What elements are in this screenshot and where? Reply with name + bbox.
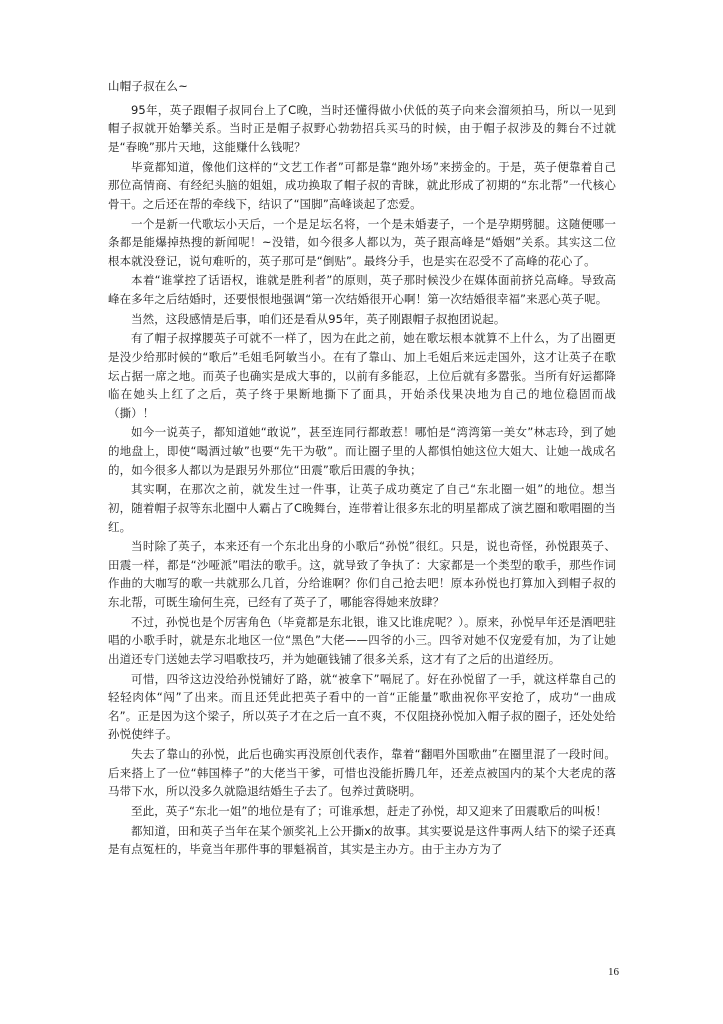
paragraph: 可惜，四爷这边没给孙悦铺好了路，就“被拿下”嗝屁了。好在孙悦留了一手，就这样靠自己的轻轻肉体“闯”了出来。而且还凭此把英子看中的一首“正能量”歌曲祝你平安抢了，成功“一曲成名”。正是因为这个梁子，所以英子才在之后一直不爽，不仅阻挠孙悦加入帽子叔的圈子，还处处给孙悦使绊子。 xyxy=(108,671,616,742)
paragraph: 95年，英子跟帽子叔同台上了C晚，当时还懂得做小伏低的英子向来会溜须拍马，所以一见到帽子叔就开始攀关系。当时正是帽子叔野心勃勃招兵买马的时候，由于帽子叔涉及的舞台不过就是“春晚”那片天地，这能赚什么钱呢？ xyxy=(108,102,616,155)
paragraph: 其实啊，在那次之前，就发生过一件事，让英子成功奠定了自己“东北圈一姐”的地位。想当初，随着帽子叔等东北圈中人霸占了C晚舞台，连带着让很多东北的明星都成了演艺圈和歌唱圈的当红。 xyxy=(108,482,616,534)
paragraph: 都知道，田和英子当年在某个颁奖礼上公开撕x的故事。其实要说是这件事两人结下的梁子还真是有点冤枉的，毕竟当年那件事的罪魁祸首，其实是主办方。由于主办方为了 xyxy=(108,823,616,857)
paragraph: 本着“谁掌控了话语权，谁就是胜利者”的原则，英子那时候没少在媒体面前挤兑高峰。导致高峰在多年之后结婚时，还要恨恨地强调“第一次结婚很开心啊！第一次结婚很幸福”来恶心英子呢。 xyxy=(108,273,616,307)
paragraph: 毕竟都知道，像他们这样的“文艺工作者”可都是靠“跑外场”来捞金的。于是，英子便靠着自己那位高情商、有经纪头脑的姐姐，成功换取了帽子叔的青睐，就此形成了初期的“东北帮”一代核心骨干。之后还在帮的牵线下，结识了“国脚”高峰谈起了恋爱。 xyxy=(108,159,616,211)
paragraph: 如今一说英子，都知道她“敢说”，甚至连同行都敢惹！哪怕是“湾湾第一美女”林志玲，到了她的地盘上，即使“喝酒过敏”也要“先干为敬”。而让圈子里的人都惧怕她这位大姐大、让她一战成名的，如今很多人都以为是跟另外那位“田震”歌后田震的争执； xyxy=(108,425,616,477)
paragraph: 失去了靠山的孙悦，此后也确实再没原创代表作，靠着“翻唱外国歌曲”在圈里混了一段时间。后来搭上了一位“韩国棒子”的大佬当干爹，可惜也没能折腾几年，还差点被国内的某个大老虎的落马带下水，所以没多久就隐退结婚生子去了。包养过黄晓明。 xyxy=(108,747,616,799)
paragraph: 当然，这段感情是后事，咱们还是看从95年，英子刚跟帽子叔抱团说起。 xyxy=(131,311,506,326)
document-title: 山帽子叔在么~ xyxy=(108,79,189,93)
paragraph: 有了帽子叔撑腰英子可就不一样了，因为在此之前，她在歌坛根本就算不上什么，为了出圈更是没少给那时候的“歌后”毛姐毛阿敏当小。在有了靠山、加上毛姐后来远走国外，这才让英子在歌坛占据一席之地。而英子也确实是成大事的，以前有多能忍，上位后就有多嚣张。当所有好运都降临在她头上红了之后，英子终于果断地撕下了面具，开始杀伐果决地为自己的地位稳固而战（撕）！ xyxy=(108,331,616,420)
page-number: 16 xyxy=(608,966,619,978)
paragraph: 一个是新一代歌坛小天后，一个是足坛名将，一个是未婚妻子，一个是孕期劈腿。这随便哪一条都是能爆掉热搜的新闻呢！~没错，如今很多人都以为，英子跟高峰是“婚姻”关系。其实这二位根本就没登记，说句难听的，英子那可是“倒贴”。最终分手，也是实在忍受不了高峰的花心了。 xyxy=(108,216,616,268)
document-body xyxy=(108,78,616,860)
paragraph: 不过，孙悦也是个厉害角色（毕竟都是东北银，谁又比谁虎呢？）。原来，孙悦早年还是酒吧驻唱的小歌手时，就是东北地区一位“黑色”大佬——四爷的小三。四爷对她不仅宠爱有加，为了让她出道还专门送她去学习唱歌技巧，并为她砸钱铺了很多关系，这才有了之后的出道经历。 xyxy=(108,614,616,666)
paragraph: 至此，英子“东北一姐”的地位是有了；可谁承想，赶走了孙悦，却又迎来了田震歌后的叫板！ xyxy=(131,803,608,818)
paragraph: 当时除了英子，本来还有一个东北出身的小歌后“孙悦”很红。只是，说也奇怪，孙悦跟英子、田震一样，都是“沙哑派”唱法的歌手。这，就导致了争执了：大家都是一个类型的歌手，那些作词作曲的大咖写的歌一共就那么几首，分给谁啊？你们自己抢去吧！原本孙悦也打算加入到帽子叔的东北帮，可既生瑜何生亮，已经有了英子了，哪能容得她来放肆？ xyxy=(108,539,616,610)
